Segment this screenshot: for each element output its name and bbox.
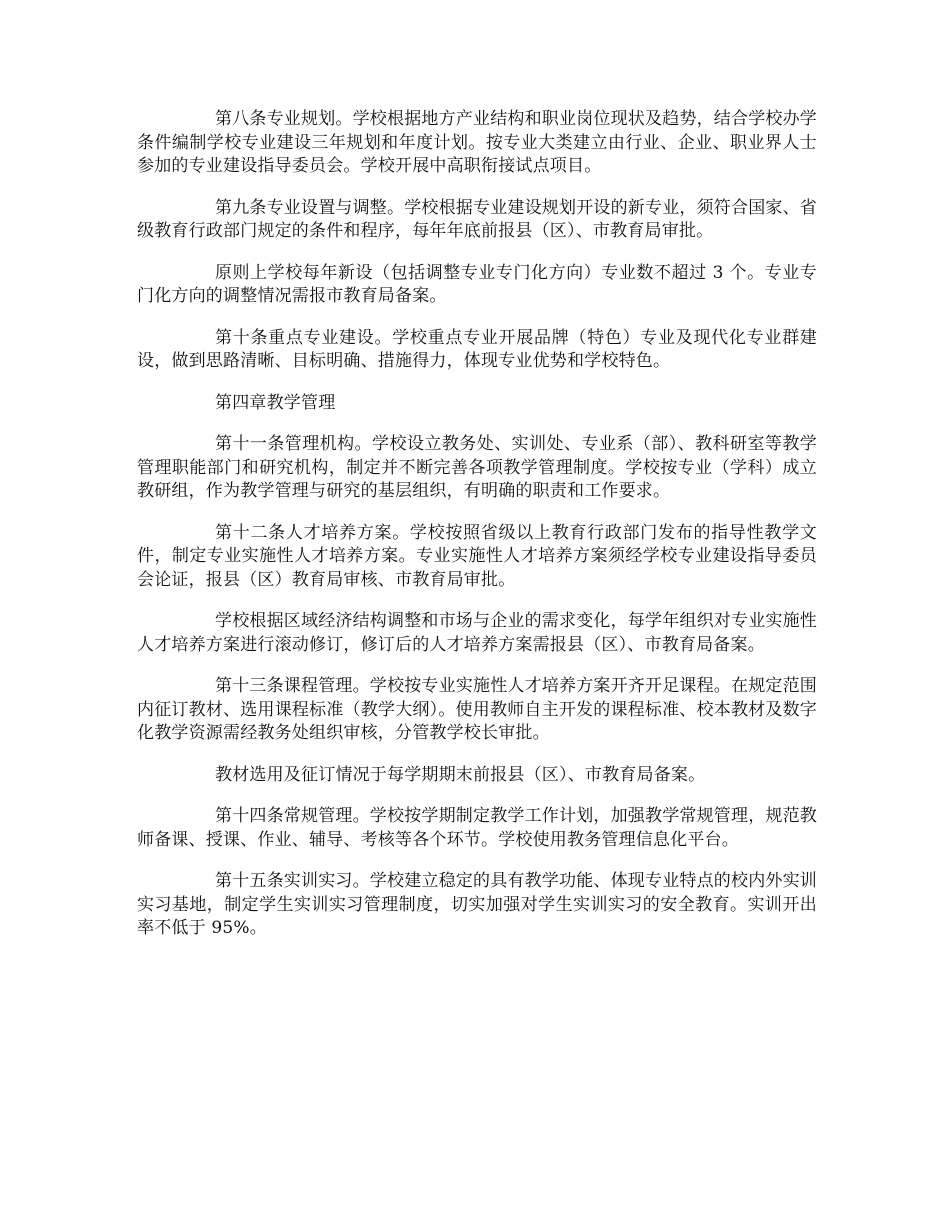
- article-8-paragraph: 第八条专业规划。学校根据地方产业结构和职业岗位现状及趋势，结合学校办学条件编制学校专业建设三年规划和年度计划。按专业大类建立由行业、企业、职业界人士参加的专业建设指导委员会。学校开展中高职衔接试点项目。: [137, 109, 817, 176]
- article-15-paragraph: 第十五条实训实习。学校建立稳定的具有教学功能、体现专业特点的校内外实训实习基地，制定学生实训实习管理制度，切实加强对学生实训实习的安全教育。实训开出率不低于 95%。: [137, 871, 817, 938]
- article-13-supplement-paragraph: 教材选用及征订情况于每学期期末前报县（区）、市教育局备案。: [215, 764, 706, 785]
- article-10-paragraph: 第十条重点专业建设。学校重点专业开展品牌（特色）专业及现代化专业群建设，做到思路清晰、目标明确、措施得力，体现专业优势和学校特色。: [137, 327, 817, 371]
- article-14-paragraph: 第十四条常规管理。学校按学期制定教学工作计划，加强教学常规管理，规范教师备课、授课、作业、辅导、考核等各个环节。学校使用教务管理信息化平台。: [137, 806, 817, 850]
- chapter-4-heading: 第四章教学管理: [215, 392, 336, 413]
- article-9-supplement-paragraph: 原则上学校每年新设（包括调整专业专门化方向）专业数不超过 3 个。专业专门化方向的调整情况需报市教育局备案。: [137, 262, 817, 306]
- document-body: [137, 108, 817, 959]
- article-12-paragraph: 第十二条人才培养方案。学校按照省级以上教育行政部门发布的指导性教学文件，制定专业实施性人才培养方案。专业实施性人才培养方案须经学校专业建设指导委员会论证，报县（区）教育局审核、市教育局审批。: [137, 522, 817, 590]
- article-9-paragraph: 第九条专业设置与调整。学校根据专业建设规划开设的新专业，须符合国家、省级教育行政部门规定的条件和程序，每年年底前报县（区）、市教育局审批。: [137, 197, 817, 241]
- article-12-supplement-paragraph: 学校根据区域经济结构调整和市场与企业的需求变化，每学年组织对专业实施性人才培养方案进行滚动修订，修订后的人才培养方案需报县（区）、市教育局备案。: [137, 611, 817, 655]
- article-11-paragraph: 第十一条管理机构。学校设立教务处、实训处、专业系（部）、教科研室等教学管理职能部门和研究机构，制定并不断完善各项教学管理制度。学校按专业（学科）成立教研组，作为教学管理与研究的基层组织，有明确的职责和工作要求。: [137, 434, 817, 501]
- article-13-paragraph: 第十三条课程管理。学校按专业实施性人才培养方案开齐开足课程。在规定范围内征订教材、选用课程标准（教学大纲）。使用教师自主开发的课程标准、校本教材及数字化教学资源需经教务处组织审核，分管教学校长审批。: [137, 676, 817, 743]
